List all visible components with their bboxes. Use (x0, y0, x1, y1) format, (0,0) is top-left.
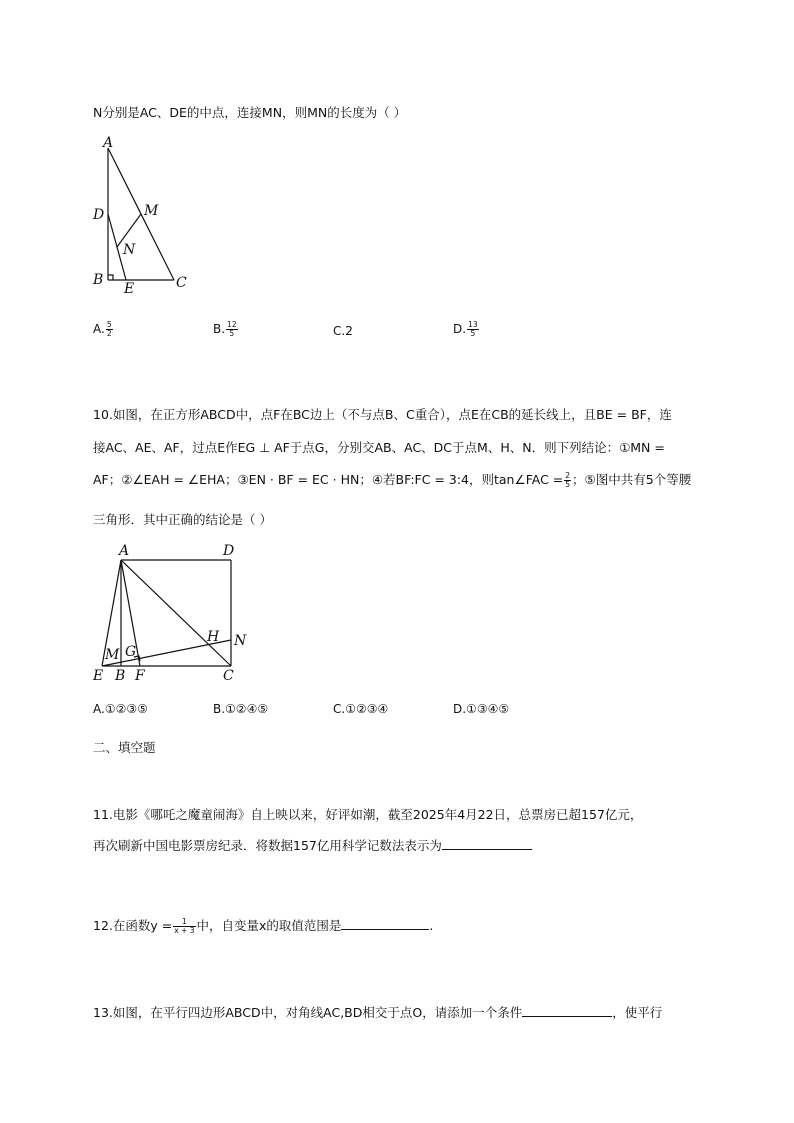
q10-label-h: H (207, 629, 220, 645)
q10-label-m: M (105, 647, 120, 663)
q10-label-f: F (135, 668, 145, 684)
q9-label-e: E (124, 281, 135, 296)
q9-option-d: D. $\frac{13}{5}$ (453, 320, 478, 338)
q13-answer-blank[interactable] (522, 1004, 612, 1017)
q10-label-e: E (93, 668, 104, 684)
q11-line-2: 再次刷新中国电影票房纪录．将数据157亿用科学记数法表示为 (93, 836, 532, 854)
q10-option-d: D.①③④⑤ (453, 702, 510, 716)
q10-line-2: 接AC、AE、AF，过点E作EG ⊥ AF于点G，分别交AB、AC、DC于点M、H、N．则下列结论：①MN = (93, 440, 665, 455)
q10-line-1: 10.如图，在正方形ABCD中，点F在BC边上（不与点B、C重合），点E在CB的延长线上，且BE = BF，连 (93, 407, 672, 422)
q11-line-1: 11.电影《哪吒之魔童闹海》自上映以来，好评如潮，截至2025年4月22日，总票房已超157亿元， (93, 807, 643, 822)
q12-line: 12.在函数y = $\frac{1}{x + 3}$ 中，自变量x的取值范围是 . (93, 917, 434, 935)
q9-option-a: A. $\frac{5}{2}$ (93, 320, 112, 338)
q10-figure (88, 540, 258, 686)
q10-label-c: C (223, 668, 234, 684)
q10-label-n: N (234, 633, 247, 649)
q10-option-c: C.①②③④ (333, 702, 389, 716)
section-heading: 二、填空题 (93, 740, 156, 755)
q10-label-b: B (115, 668, 126, 684)
q9-label-d: D (93, 207, 105, 223)
q10-label-a: A (119, 543, 130, 559)
q9-label-a: A (103, 135, 114, 151)
q9-stem-tail: N分别是AC、DE的中点，连接MN，则MN的长度为（ ） (93, 105, 407, 120)
q9-option-c: C.2 (333, 324, 353, 338)
q9-label-b: B (93, 272, 104, 288)
q10-line-3: AF；②∠EAH = ∠EHA；③EN · BF = EC · HN；④若BF:FC = 3:4，则tan∠FAC = $\frac{2}{5}$ ；⑤图中共有5个等腰 (93, 471, 692, 489)
q10-line-4: 三角形．其中正确的结论是（ ） (93, 512, 272, 527)
q9-option-b: B. $\frac{12}{5}$ (213, 320, 237, 338)
q10-option-b: B.①②④⑤ (213, 702, 269, 716)
q10-label-d: D (223, 543, 235, 559)
q9-label-c: C (176, 275, 187, 291)
q9-label-n: N (123, 242, 136, 258)
q10-label-g: G (125, 644, 137, 660)
q10-option-a: A.①②③⑤ (93, 702, 148, 716)
q9-figure (88, 134, 198, 296)
q9-label-m: M (144, 203, 159, 219)
q13-line: 13.如图，在平行四边形ABCD中，对角线AC,BD相交于点O，请添加一个条件 ，使平行 (93, 1005, 663, 1020)
q12-answer-blank[interactable] (341, 917, 429, 930)
q11-answer-blank[interactable] (442, 837, 532, 850)
